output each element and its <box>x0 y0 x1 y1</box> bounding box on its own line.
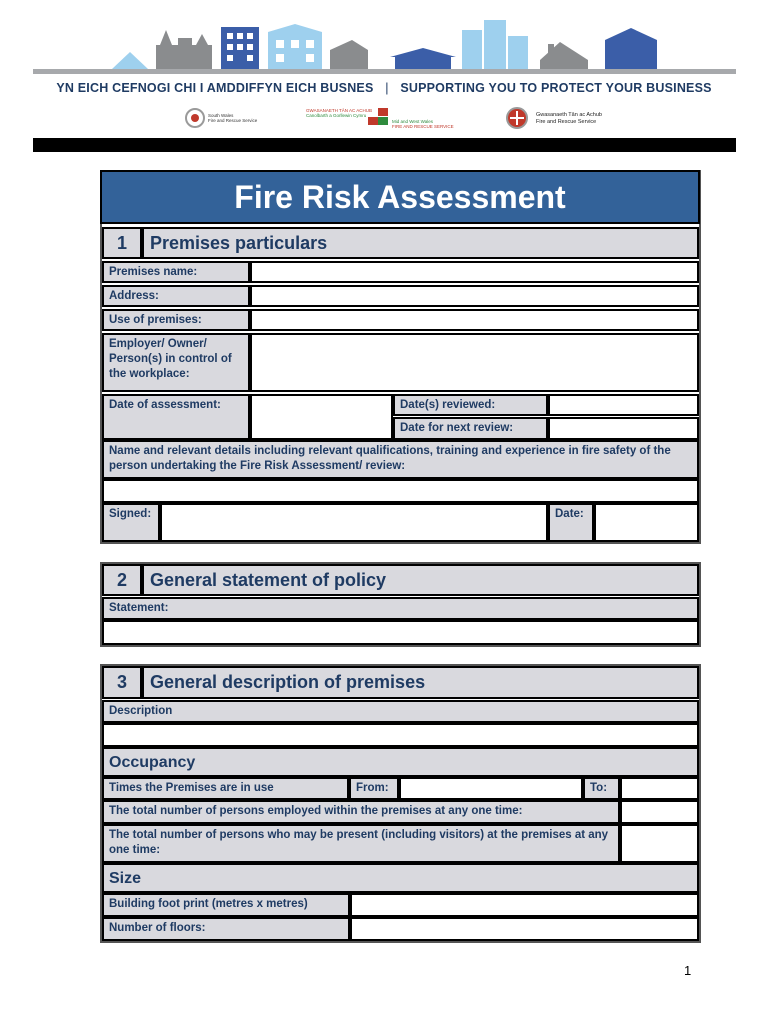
address-label: Address: <box>102 285 250 307</box>
section2-title: General statement of policy <box>142 564 699 596</box>
header-divider <box>33 69 736 74</box>
premises-name-field[interactable] <box>250 261 699 283</box>
floors-label: Number of floors: <box>102 917 350 941</box>
persons-employed-field[interactable] <box>620 800 699 824</box>
assessor-details-label: Name and relevant details including relevant qualifications, training and experience in fire safety of the person undertaking the Fire Risk Assessment/ review: <box>102 440 699 479</box>
header-skyline-illustration <box>0 0 768 160</box>
footprint-field[interactable] <box>350 893 699 917</box>
grey-house-illustration <box>330 40 368 69</box>
castle-illustration <box>156 30 212 69</box>
assessor-details-field[interactable] <box>102 479 699 503</box>
section2-number: 2 <box>102 564 142 596</box>
tagline-welsh: YN EICH CEFNOGI CHI I AMDDIFFYN EICH BUSNES <box>56 81 374 95</box>
dates-reviewed-label: Date(s) reviewed: <box>393 394 548 416</box>
use-of-premises-field[interactable] <box>250 309 699 331</box>
header-black-bar <box>33 138 736 152</box>
tagline-english: SUPPORTING YOU TO PROTECT YOUR BUSINESS <box>400 81 712 95</box>
date-of-assessment-label: Date of assessment: <box>102 394 250 440</box>
section3-number: 3 <box>102 666 142 699</box>
from-time-field[interactable] <box>399 777 583 800</box>
house-left-illustration <box>112 52 148 69</box>
south-wales-fire-logo-text: South Wales Fire and Rescue Service <box>208 113 258 123</box>
premises-name-label: Premises name: <box>102 261 250 283</box>
date-next-review-label: Date for next review: <box>393 417 548 440</box>
statement-label: Statement: <box>102 597 699 620</box>
employer-label: Employer/ Owner/ Person(s) in control of the workplace: <box>102 333 250 392</box>
form-title: Fire Risk Assessment <box>100 170 700 224</box>
north-wales-fire-logo-text: Gwasanaeth Tân ac Achub Fire and Rescue Service <box>536 112 602 125</box>
persons-employed-label: The total number of persons employed within the premises at any one time: <box>102 800 620 824</box>
persons-present-label: The total number of persons who may be present (including visitors) at the premises at any one time: <box>102 824 620 863</box>
mid-west-wales-logo-text-english: Mid and West Wales FIRE AND RESCUE SERVICE <box>392 119 454 129</box>
use-of-premises-label: Use of premises: <box>102 309 250 331</box>
signed-label: Signed: <box>102 503 160 542</box>
page-number: 1 <box>684 963 692 978</box>
size-heading: Size <box>102 863 699 893</box>
section1-number: 1 <box>102 227 142 259</box>
address-field[interactable] <box>250 285 699 307</box>
signed-date-label: Date: <box>548 503 594 542</box>
description-label: Description <box>102 700 699 723</box>
date-of-assessment-field[interactable] <box>250 394 393 440</box>
signed-date-field[interactable] <box>594 503 699 542</box>
to-time-field[interactable] <box>620 777 699 800</box>
mid-west-wales-logo-text-welsh: GWASANAETH TÂN AC ACHUB Canolbarth a Gorllewin Cymru <box>306 108 373 118</box>
description-field[interactable] <box>102 723 699 747</box>
employer-field[interactable] <box>250 333 699 392</box>
section1-title: Premises particulars <box>142 227 699 259</box>
to-label: To: <box>583 777 620 800</box>
from-label: From: <box>349 777 399 800</box>
statement-field[interactable] <box>102 620 699 645</box>
office-building-illustration <box>221 27 259 69</box>
persons-present-field[interactable] <box>620 824 699 863</box>
occupancy-heading: Occupancy <box>102 747 699 777</box>
signature-field[interactable] <box>160 503 548 542</box>
footprint-label: Building foot print (metres x metres) <box>102 893 350 917</box>
long-building-illustration <box>390 48 456 69</box>
times-in-use-label: Times the Premises are in use <box>102 777 349 800</box>
apartment-illustration <box>605 28 657 69</box>
tower-illustration <box>462 20 528 69</box>
cottage-illustration <box>540 42 588 69</box>
tagline-separator: | <box>385 81 389 95</box>
section3-title: General description of premises <box>142 666 699 699</box>
date-next-review-field[interactable] <box>548 417 699 440</box>
dates-reviewed-field[interactable] <box>548 394 699 416</box>
floors-field[interactable] <box>350 917 699 941</box>
light-building-illustration <box>268 24 322 69</box>
header-tagline <box>0 81 768 95</box>
